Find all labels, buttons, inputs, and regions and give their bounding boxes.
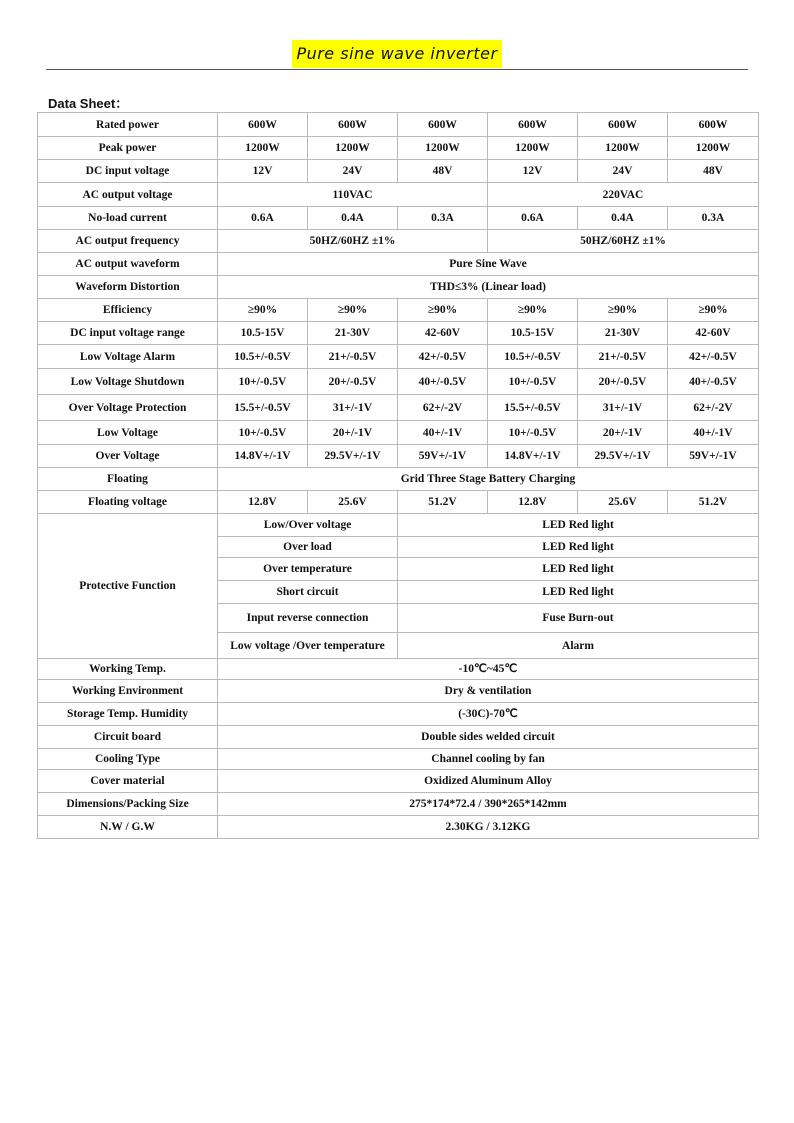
cell: 12V bbox=[488, 160, 578, 183]
cell: 40+/-0.5V bbox=[398, 369, 488, 395]
cell: 20+/-1V bbox=[578, 421, 668, 445]
row-label: Waveform Distortion bbox=[38, 276, 218, 299]
cell: 42-60V bbox=[668, 322, 759, 345]
cell: 24V bbox=[578, 160, 668, 183]
cell: 21-30V bbox=[308, 322, 398, 345]
cell: 59V+/-1V bbox=[668, 445, 759, 468]
row-label: Dimensions/Packing Size bbox=[38, 793, 218, 816]
cell: 275*174*72.4 / 390*265*142mm bbox=[218, 793, 759, 816]
cell: 14.8V+/-1V bbox=[218, 445, 308, 468]
cell: ≥90% bbox=[578, 299, 668, 322]
row-label: AC output waveform bbox=[38, 253, 218, 276]
cell: 20+/-0.5V bbox=[578, 369, 668, 395]
cell: 2.30KG / 3.12KG bbox=[218, 816, 759, 839]
row-label: Low Voltage Alarm bbox=[38, 345, 218, 369]
row-rated-power bbox=[38, 113, 759, 137]
row-circuit-board bbox=[38, 726, 759, 749]
cell: 29.5V+/-1V bbox=[308, 445, 398, 468]
row-label: Working Temp. bbox=[38, 659, 218, 680]
cell: THD≤3% (Linear load) bbox=[218, 276, 759, 299]
row-label: Protective Function bbox=[38, 514, 218, 659]
title-divider bbox=[46, 69, 748, 70]
cell: 12.8V bbox=[218, 491, 308, 514]
cell: Double sides welded circuit bbox=[218, 726, 759, 749]
page-title: Pure sine wave inverter bbox=[292, 40, 501, 68]
row-label: AC output frequency bbox=[38, 230, 218, 253]
row-label: Rated power bbox=[38, 113, 218, 137]
row-working-temp bbox=[38, 659, 759, 680]
row-peak-power bbox=[38, 137, 759, 160]
row-label: N.W / G.W bbox=[38, 816, 218, 839]
row-label: Low Voltage bbox=[38, 421, 218, 445]
row-low-voltage-shutdown bbox=[38, 369, 759, 395]
cell: 42-60V bbox=[398, 322, 488, 345]
cell: 25.6V bbox=[308, 491, 398, 514]
cell: 110VAC bbox=[218, 183, 488, 207]
row-dc-input-voltage-range bbox=[38, 322, 759, 345]
cell: 10.5+/-0.5V bbox=[488, 345, 578, 369]
cell: 31+/-1V bbox=[578, 395, 668, 421]
cell: 10+/-0.5V bbox=[488, 369, 578, 395]
row-label: No-load current bbox=[38, 207, 218, 230]
data-sheet-label: Data Sheet： bbox=[48, 96, 129, 111]
cell: 50HZ/60HZ ±1% bbox=[218, 230, 488, 253]
cell: 0.3A bbox=[668, 207, 759, 230]
row-label: Floating voltage bbox=[38, 491, 218, 514]
row-label: Storage Temp. Humidity bbox=[38, 703, 218, 726]
cell: -10℃~45℃ bbox=[218, 659, 759, 680]
row-storage-temp bbox=[38, 703, 759, 726]
cell: 40+/-1V bbox=[668, 421, 759, 445]
cell: 20+/-0.5V bbox=[308, 369, 398, 395]
cell: Dry & ventilation bbox=[218, 680, 759, 703]
cell: 10.5+/-0.5V bbox=[218, 345, 308, 369]
row-low-voltage-alarm bbox=[38, 345, 759, 369]
row-cooling-type bbox=[38, 749, 759, 770]
cell: 40+/-0.5V bbox=[668, 369, 759, 395]
row-floating bbox=[38, 468, 759, 491]
cell: 1200W bbox=[578, 137, 668, 160]
cell: 12V bbox=[218, 160, 308, 183]
protect-response: LED Red light bbox=[398, 581, 759, 604]
protect-condition: Input reverse connection bbox=[218, 604, 398, 633]
cell: 42+/-0.5V bbox=[668, 345, 759, 369]
cell: 48V bbox=[398, 160, 488, 183]
row-label: Cover material bbox=[38, 770, 218, 793]
cell: Pure Sine Wave bbox=[218, 253, 759, 276]
cell: 600W bbox=[578, 113, 668, 137]
row-label: Over Voltage Protection bbox=[38, 395, 218, 421]
cell: ≥90% bbox=[488, 299, 578, 322]
cell: 25.6V bbox=[578, 491, 668, 514]
cell: ≥90% bbox=[218, 299, 308, 322]
protect-response: Fuse Burn-out bbox=[398, 604, 759, 633]
row-label: Low Voltage Shutdown bbox=[38, 369, 218, 395]
protect-condition: Over temperature bbox=[218, 558, 398, 581]
title-area bbox=[0, 40, 794, 68]
cell: (-30C)-70℃ bbox=[218, 703, 759, 726]
cell: ≥90% bbox=[398, 299, 488, 322]
cell: 59V+/-1V bbox=[398, 445, 488, 468]
cell: 51.2V bbox=[668, 491, 759, 514]
cell: Channel cooling by fan bbox=[218, 749, 759, 770]
cell: 21+/-0.5V bbox=[578, 345, 668, 369]
cell: 50HZ/60HZ ±1% bbox=[488, 230, 759, 253]
row-protective-function bbox=[38, 514, 759, 537]
row-label: Cooling Type bbox=[38, 749, 218, 770]
cell: 62+/-2V bbox=[398, 395, 488, 421]
protect-condition: Low/Over voltage bbox=[218, 514, 398, 537]
row-weight bbox=[38, 816, 759, 839]
row-label: Circuit board bbox=[38, 726, 218, 749]
row-ac-output-frequency bbox=[38, 230, 759, 253]
row-waveform-distortion bbox=[38, 276, 759, 299]
protect-response: Alarm bbox=[398, 633, 759, 659]
cell: 10.5-15V bbox=[218, 322, 308, 345]
cell: 21+/-0.5V bbox=[308, 345, 398, 369]
cell: 1200W bbox=[308, 137, 398, 160]
cell: Oxidized Aluminum Alloy bbox=[218, 770, 759, 793]
cell: 40+/-1V bbox=[398, 421, 488, 445]
cell: 24V bbox=[308, 160, 398, 183]
row-label: Working Environment bbox=[38, 680, 218, 703]
cell: 600W bbox=[308, 113, 398, 137]
cell: 600W bbox=[668, 113, 759, 137]
protect-condition: Over load bbox=[218, 537, 398, 558]
protect-response: LED Red light bbox=[398, 514, 759, 537]
protect-condition: Low voltage /Over temperature bbox=[218, 633, 398, 659]
cell: 51.2V bbox=[398, 491, 488, 514]
protect-response: LED Red light bbox=[398, 537, 759, 558]
protect-condition: Short circuit bbox=[218, 581, 398, 604]
cell: 0.6A bbox=[488, 207, 578, 230]
row-no-load-current bbox=[38, 207, 759, 230]
spec-table bbox=[37, 112, 759, 839]
row-label: Floating bbox=[38, 468, 218, 491]
row-label: AC output voltage bbox=[38, 183, 218, 207]
row-label: Efficiency bbox=[38, 299, 218, 322]
cell: 10+/-0.5V bbox=[488, 421, 578, 445]
row-working-environment bbox=[38, 680, 759, 703]
cell: 1200W bbox=[398, 137, 488, 160]
row-floating-voltage bbox=[38, 491, 759, 514]
row-dc-input-voltage bbox=[38, 160, 759, 183]
cell: ≥90% bbox=[668, 299, 759, 322]
row-over-voltage bbox=[38, 445, 759, 468]
cell: 21-30V bbox=[578, 322, 668, 345]
cell: 10.5-15V bbox=[488, 322, 578, 345]
cell: ≥90% bbox=[308, 299, 398, 322]
cell: 10+/-0.5V bbox=[218, 421, 308, 445]
row-label: Peak power bbox=[38, 137, 218, 160]
cell: Grid Three Stage Battery Charging bbox=[218, 468, 759, 491]
row-ac-output-waveform bbox=[38, 253, 759, 276]
row-label: DC input voltage bbox=[38, 160, 218, 183]
row-efficiency bbox=[38, 299, 759, 322]
cell: 220VAC bbox=[488, 183, 759, 207]
row-label: Over Voltage bbox=[38, 445, 218, 468]
cell: 14.8V+/-1V bbox=[488, 445, 578, 468]
cell: 29.5V+/-1V bbox=[578, 445, 668, 468]
cell: 1200W bbox=[218, 137, 308, 160]
cell: 1200W bbox=[668, 137, 759, 160]
cell: 1200W bbox=[488, 137, 578, 160]
cell: 0.4A bbox=[578, 207, 668, 230]
cell: 0.6A bbox=[218, 207, 308, 230]
cell: 15.5+/-0.5V bbox=[218, 395, 308, 421]
cell: 10+/-0.5V bbox=[218, 369, 308, 395]
cell: 31+/-1V bbox=[308, 395, 398, 421]
row-label: DC input voltage range bbox=[38, 322, 218, 345]
cell: 62+/-2V bbox=[668, 395, 759, 421]
cell: 15.5+/-0.5V bbox=[488, 395, 578, 421]
cell: 20+/-1V bbox=[308, 421, 398, 445]
row-ac-output-voltage bbox=[38, 183, 759, 207]
protect-response: LED Red light bbox=[398, 558, 759, 581]
row-cover-material bbox=[38, 770, 759, 793]
cell: 600W bbox=[488, 113, 578, 137]
cell: 48V bbox=[668, 160, 759, 183]
cell: 42+/-0.5V bbox=[398, 345, 488, 369]
cell: 12.8V bbox=[488, 491, 578, 514]
row-low-voltage bbox=[38, 421, 759, 445]
cell: 0.4A bbox=[308, 207, 398, 230]
cell: 600W bbox=[218, 113, 308, 137]
row-over-voltage-protection bbox=[38, 395, 759, 421]
row-dimensions bbox=[38, 793, 759, 816]
cell: 600W bbox=[398, 113, 488, 137]
cell: 0.3A bbox=[398, 207, 488, 230]
